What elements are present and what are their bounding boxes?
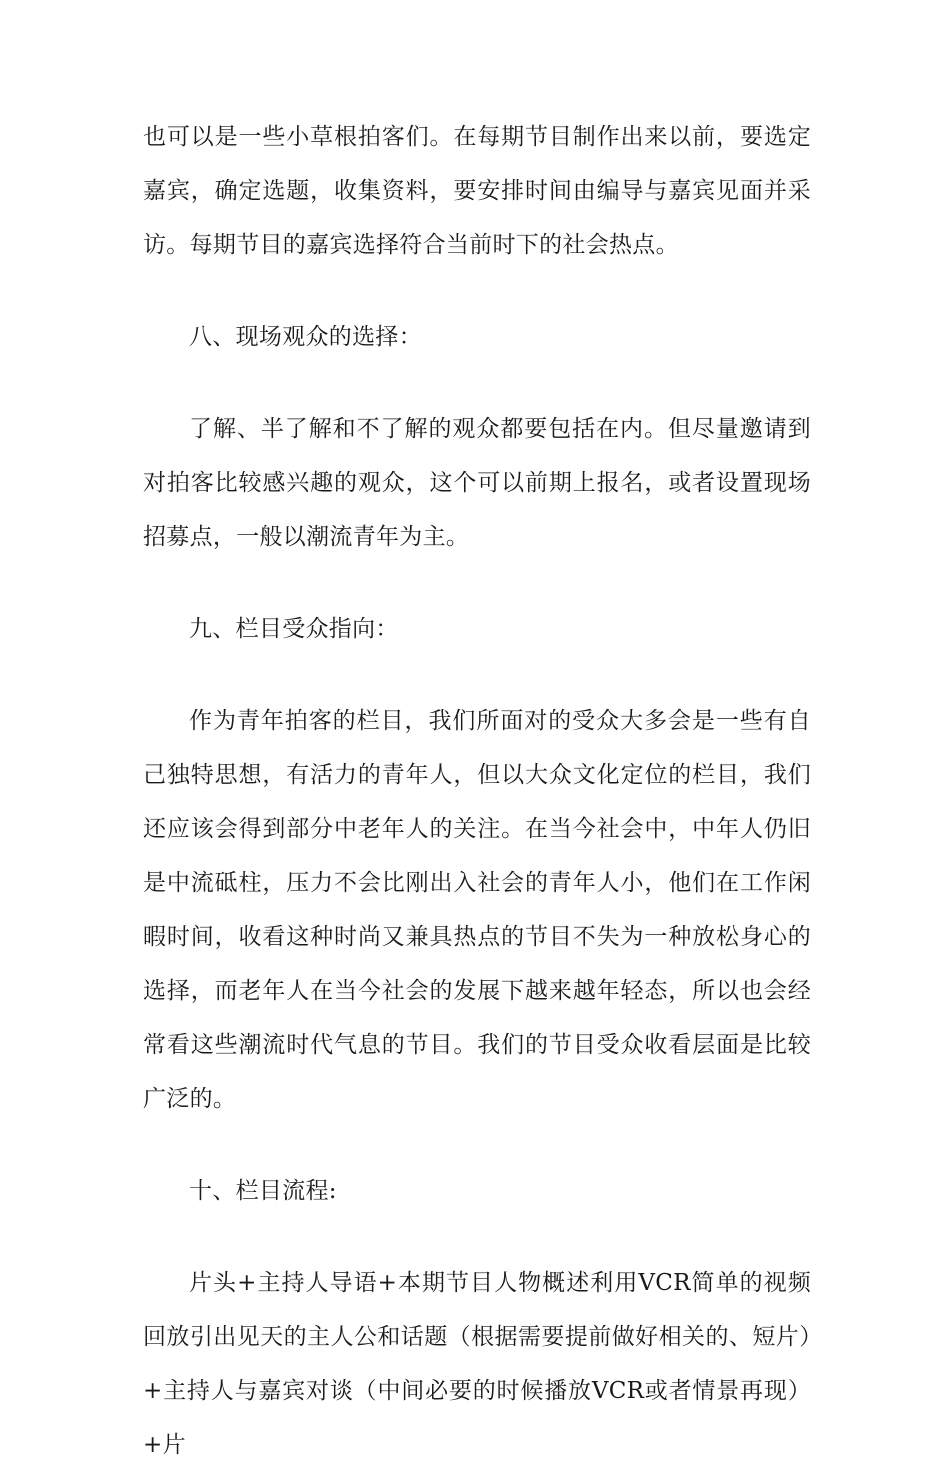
paragraph-guest-selection: 也可以是一些小草根拍客们。在每期节目制作出来以前，要选定嘉宾，确定选题，收集资料，要安排时间由编导与嘉宾见面并采访。每期节目的嘉宾选择符合当前时下的社会热点。 — [143, 124, 811, 258]
spacer — [143, 272, 811, 310]
spacer — [143, 364, 811, 402]
paragraph-program-flow: 片头+主持人导语+本期节目人物概述利用VCR简单的视频回放引出见天的主人公和话题（根据需要提前做好相关的、短片）+主持人与嘉宾对谈（中间必要的时候播放VCR或者情景再现）+片 — [143, 1270, 811, 1458]
heading-audience-selection: 八、现场观众的选择： — [189, 324, 422, 350]
heading-target-audience: 九、栏目受众指向： — [189, 616, 399, 642]
spacer — [143, 1218, 811, 1256]
paragraph-audience-selection: 了解、半了解和不了解的观众都要包括在内。但尽量邀请到对拍客比较感兴趣的观众，这个可以前期上报名，或者设置现场招募点，一般以潮流青年为主。 — [143, 416, 811, 550]
spacer — [143, 1126, 811, 1164]
spacer — [143, 564, 811, 602]
document-page — [143, 110, 811, 1472]
spacer — [143, 656, 811, 694]
paragraph-target-audience: 作为青年拍客的栏目，我们所面对的受众大多会是一些有自己独特思想，有活力的青年人，但以大众文化定位的栏目，我们还应该会得到部分中老年人的关注。在当今社会中，中年人仍旧是中流砥柱，压力不会比刚出入社会的青年人小，他们在工作闲暇时间，收看这种时尚又兼具热点的节目不失为一种放松身心的选择，而老年人在当今社会的发展下越来越年轻态，所以也会经常看这些潮流时代气息的节目。我们的节目受众收看层面是比较广泛的。 — [143, 708, 811, 1112]
heading-program-flow: 十、栏目流程: — [189, 1178, 337, 1204]
